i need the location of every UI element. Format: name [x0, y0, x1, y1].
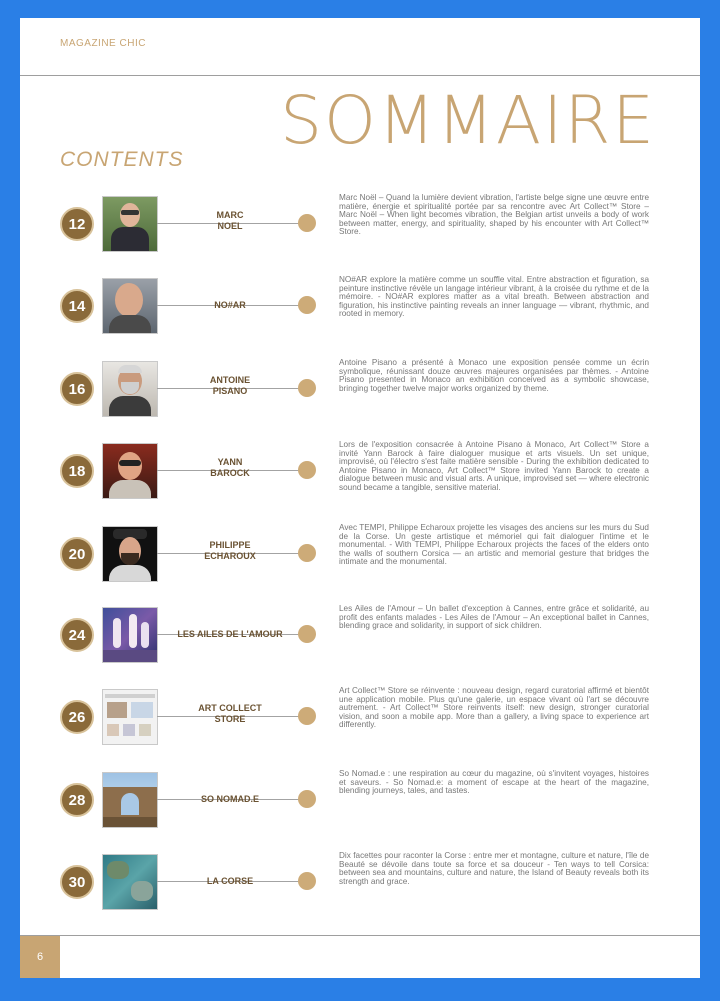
thumbnail-portrait — [102, 196, 158, 252]
entry-description: Lors de l'exposition consacrée à Antoine Pisano à Monaco, Art Collect™ Store a invité Yann Barock à faire dialoguer musique et arts visuels. Un set unique, improvisé, où l'électro s'est faite matière sensible - During the exhibition dedicated to Antoine Pisano in Monaco, Art Collect™ Store invited Yann Barock to create a dialogue between music and visual arts. A unique, improvised set — where electronic sound became a tangible, sensitive material. — [339, 440, 649, 492]
page-title: SOMMAIRE — [280, 82, 656, 159]
entry-description: Dix facettes pour raconter la Corse : entre mer et montagne, culture et nature, l'île de Beauté se dévoile dans toute sa force et sa douceur - Ten ways to tell Corsica: between sea and mountains, culture and nature, the Island of Beauty reveals both its strength and grace. — [339, 851, 649, 886]
magazine-label: MAGAZINE CHIC — [60, 38, 146, 49]
magazine-page — [20, 18, 700, 978]
toc-entry-antoine-pisano[interactable] — [20, 359, 700, 429]
top-divider — [20, 75, 700, 76]
thumbnail-portrait — [102, 443, 158, 499]
page-number-badge: 16 — [60, 372, 94, 406]
connector-dot — [298, 214, 316, 232]
toc-entry-yann-barock[interactable] — [20, 441, 700, 511]
connector-dot — [298, 790, 316, 808]
thumbnail-coast — [102, 854, 158, 910]
thumbnail-portrait — [102, 526, 158, 582]
page-number-badge: 30 — [60, 865, 94, 899]
entry-name: YANN BAROCK — [210, 457, 250, 478]
toc-entry-philippe-echaroux[interactable] — [20, 524, 700, 594]
bottom-divider — [20, 935, 700, 936]
entry-name: NO#AR — [214, 300, 246, 310]
page-number: 6 — [20, 936, 60, 978]
toc-entry-noar[interactable] — [20, 276, 700, 346]
entry-description: Les Ailes de l'Amour – Un ballet d'exception à Cannes, entre grâce et solidarité, au profit des enfants malades - Les Ailes de l'Amour – An exceptional ballet in Cannes, blending grace and solidarity, in support of sick children. — [339, 604, 649, 630]
entry-name: PHILIPPE ECHAROUX — [204, 540, 256, 561]
page-number-badge: 26 — [60, 700, 94, 734]
connector-dot — [298, 461, 316, 479]
toc-entry-marc-noel[interactable] — [20, 194, 700, 264]
entry-description: Marc Noël – Quand la lumière devient vibration, l'artiste belge signe une œuvre entre matière, énergie et spiritualité portée par sa rencontre avec Art Collect™ Store – Marc Noël – When light becomes vibration, the Belgian artist unveils a body of work between matter, energy, and spirituality, shaped by his encounter with Art Collect™ Store. — [339, 193, 649, 236]
page-number-badge: 18 — [60, 454, 94, 488]
entry-description: Antoine Pisano a présenté à Monaco une exposition pensée comme un écrin symbolique, réunissant douze œuvres majeures organisées par thèmes. - Antoine Pisano presented in Monaco an exhibition conceived as a symbolic showcase, bringing together twelve major works organized by theme. — [339, 358, 649, 393]
connector-dot — [298, 707, 316, 725]
entry-description: So Nomad.e : une respiration au cœur du magazine, où s'invitent voyages, histoires et saveurs. - So Nomad.e: a moment of escape at the heart of the magazine, blending journeys, tales, and tastes. — [339, 769, 649, 795]
entry-name: SO NOMAD.E — [200, 794, 259, 804]
thumbnail-stone-arch — [102, 772, 158, 828]
entry-description: Art Collect™ Store se réinvente : nouveau design, regard curatorial affirmé et bientôt une application mobile. Plus qu'une galerie, un espace vivant où l'art se découvre autrement. - Art Collect™ Store reinvents itself: new design, stronger curatorial vision, and soon a mobile app. More than a gallery, a living space to experience art differently. — [339, 686, 649, 729]
toc-entry-art-collect-store[interactable] — [20, 687, 700, 757]
connector-dot — [298, 296, 316, 314]
entry-description: NO#AR explore la matière comme un souffle vital. Entre abstraction et figuration, sa peinture instinctive révèle un langage intérieur vibrant, à la croisée du rythme et de la mémoire. - NO#AR explores matter as a vital breath. Between abstraction and figuration, his instinctive painting reveals an inner language — vibrant, rhythmic, and rooted in memory. — [339, 275, 649, 318]
entry-description: Avec TEMPI, Philippe Echaroux projette les visages des anciens sur les murs du Sud de la Corse. Un geste artistique et mémoriel qui fait dialoguer l'intime et le monumental. - With TEMPI, Philippe Echaroux projects the faces of the elders onto the walls of southern Corsica — an artistic and memorial gesture that bridges the intimate and the monumental. — [339, 523, 649, 566]
toc-entry-les-ailes-de-lamour[interactable] — [20, 605, 700, 675]
page-number-badge: 20 — [60, 537, 94, 571]
entry-name: ART COLLECT STORE — [198, 703, 262, 724]
page-number-badge: 28 — [60, 783, 94, 817]
thumbnail-portrait — [102, 278, 158, 334]
entry-name: MARC NOEL — [216, 210, 244, 231]
entry-name: ANTOINE PISANO — [209, 375, 251, 396]
page-number-badge: 14 — [60, 289, 94, 323]
page-number-badge: 24 — [60, 618, 94, 652]
connector-dot — [298, 625, 316, 643]
thumbnail-portrait — [102, 361, 158, 417]
thumbnail-ballet — [102, 607, 158, 663]
toc-entry-la-corse[interactable] — [20, 852, 700, 922]
page-subtitle: CONTENTS — [60, 148, 184, 171]
thumbnail-website — [102, 689, 158, 745]
toc-entry-so-nomade[interactable] — [20, 770, 700, 840]
entry-name: LES AILES DE L'AMOUR — [177, 629, 283, 639]
connector-dot — [298, 379, 316, 397]
entry-name: LA CORSE — [206, 876, 254, 886]
connector-dot — [298, 544, 316, 562]
connector-dot — [298, 872, 316, 890]
page-number-badge: 12 — [60, 207, 94, 241]
